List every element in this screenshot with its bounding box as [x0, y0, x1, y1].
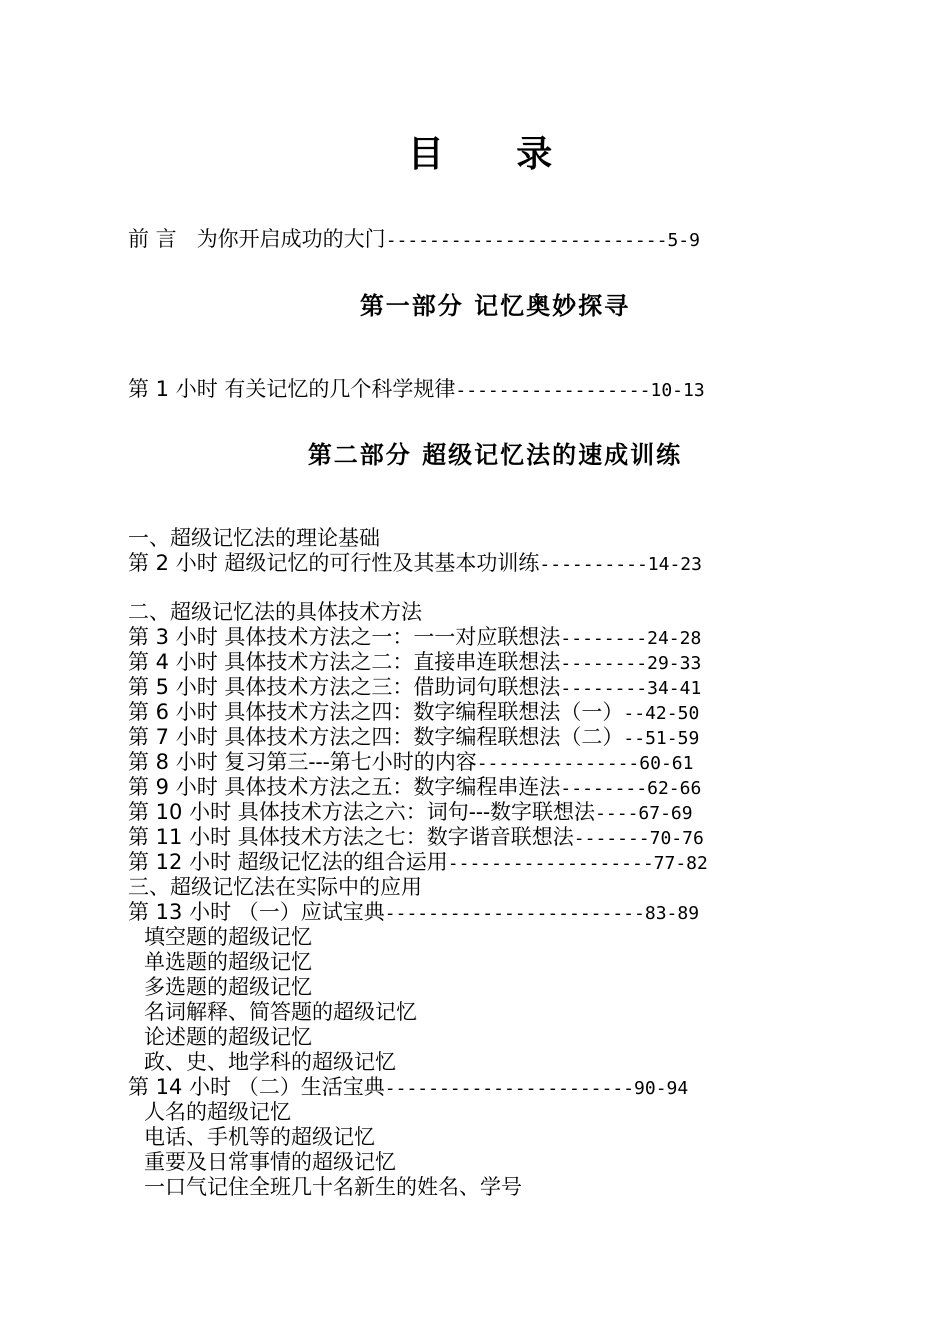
sub-item: 单选题的超级记忆 [144, 950, 312, 974]
hour-label: 第 13 小时 [128, 900, 232, 924]
leader-dots: -------- [560, 678, 648, 699]
entry-text: （一）应试宝典 [237, 900, 385, 924]
hour-label: 第 7 小时 [128, 725, 218, 749]
preface-text: 为你开启成功的大门 [196, 227, 386, 251]
hour-label: 第 12 小时 [128, 850, 232, 874]
hour-label: 第 9 小时 [128, 775, 218, 799]
page-range: 34-41 [647, 678, 702, 699]
page-range: 77-82 [653, 853, 708, 874]
page-range: 67-69 [638, 803, 693, 824]
sub-item: 名词解释、简答题的超级记忆 [144, 1000, 417, 1024]
preface-label: 前 言 [128, 227, 177, 251]
page-range: 90-94 [634, 1078, 689, 1099]
toc-entry-hour11 [128, 825, 704, 851]
hour-label: 第 11 小时 [128, 825, 232, 849]
hour-label: 第 14 小时 [128, 1075, 232, 1099]
toc-entry-hour5 [128, 675, 701, 701]
entry-text: （二）生活宝典 [237, 1075, 385, 1099]
section1-heading: 一、超级记忆法的理论基础 [128, 526, 380, 550]
sub-item: 重要及日常事情的超级记忆 [144, 1150, 396, 1174]
leader-dots: ------------------ [455, 380, 651, 401]
entry-text: 超级记忆的可行性及其基本功训练 [224, 551, 540, 575]
leader-dots: ------- [573, 828, 650, 849]
leader-dots: --------------- [476, 753, 640, 774]
leader-dots: -- [623, 728, 646, 749]
leader-dots: ---------- [539, 554, 648, 575]
toc-entry-hour1 [128, 377, 705, 403]
entry-text: 具体技术方法之五：数字编程串连法 [224, 775, 561, 799]
leader-dots: ------------------- [447, 853, 654, 874]
sub-item: 电话、手机等的超级记忆 [144, 1125, 375, 1149]
toc-entry-hour10 [128, 800, 693, 826]
hour-label: 第 8 小时 [128, 750, 218, 774]
page-range: 24-28 [647, 628, 702, 649]
page-range: 14-23 [647, 554, 702, 575]
entry-text: 有关记忆的几个科学规律 [224, 377, 456, 401]
hour-label: 第 3 小时 [128, 625, 218, 649]
entry-text: 超级记忆法的组合运用 [237, 850, 448, 874]
sub-item: 政、史、地学科的超级记忆 [144, 1050, 396, 1074]
leader-dots: -------------------------- [385, 230, 668, 251]
toc-preface [128, 227, 700, 253]
leader-dots: ------------------------ [384, 903, 645, 924]
page-range: 29-33 [647, 653, 702, 674]
leader-dots: -------- [560, 628, 648, 649]
page-title: 目 录 [407, 134, 583, 175]
toc-entry-hour6 [128, 700, 699, 726]
toc-entry-hour14 [128, 1075, 688, 1101]
page-range: 51-59 [645, 728, 700, 749]
entry-text: 具体技术方法之四：数字编程联想法（一） [224, 700, 624, 724]
page-range: 5-9 [667, 230, 700, 251]
page-range: 70-76 [649, 828, 704, 849]
page-range: 83-89 [644, 903, 700, 924]
leader-dots: ---- [595, 803, 639, 824]
entry-text: 具体技术方法之七：数字谐音联想法 [237, 825, 574, 849]
toc-entry-hour2 [128, 551, 702, 577]
page-range: 10-13 [650, 380, 705, 401]
hour-label: 第 1 小时 [128, 377, 218, 401]
hour-label: 第 4 小时 [128, 650, 218, 674]
page-range: 62-66 [647, 778, 702, 799]
sub-item: 一口气记住全班几十名新生的姓名、学号 [144, 1175, 522, 1199]
toc-entry-hour4 [128, 650, 701, 676]
entry-text: 具体技术方法之二：直接串连联想法 [224, 650, 561, 674]
hour-label: 第 10 小时 [128, 800, 232, 824]
leader-dots: ----------------------- [384, 1078, 635, 1099]
entry-text: 具体技术方法之六：词句---数字联想法 [237, 800, 596, 824]
entry-text: 具体技术方法之三：借助词句联想法 [224, 675, 561, 699]
toc-entry-hour12 [128, 850, 708, 876]
toc-entry-hour13 [128, 900, 699, 926]
entry-text: 具体技术方法之一：一一对应联想法 [224, 625, 561, 649]
leader-dots: -------- [560, 653, 648, 674]
leader-dots: -------- [560, 778, 648, 799]
toc-entry-hour3 [128, 625, 701, 651]
hour-label: 第 6 小时 [128, 700, 218, 724]
part2-heading: 第二部分 超级记忆法的速成训练 [307, 441, 683, 469]
sub-item: 多选题的超级记忆 [144, 975, 312, 999]
toc-entry-hour8 [128, 750, 693, 776]
section3-heading: 三、超级记忆法在实际中的应用 [128, 875, 422, 899]
entry-text: 复习第三---第七小时的内容 [224, 750, 477, 774]
page-range: 60-61 [639, 753, 694, 774]
page-range: 42-50 [645, 703, 700, 724]
toc-entry-hour9 [128, 775, 701, 801]
leader-dots: -- [623, 703, 646, 724]
hour-label: 第 5 小时 [128, 675, 218, 699]
entry-text: 具体技术方法之四：数字编程联想法（二） [224, 725, 624, 749]
hour-label: 第 2 小时 [128, 551, 218, 575]
toc-entry-hour7 [128, 725, 699, 751]
section2-heading: 二、超级记忆法的具体技术方法 [128, 600, 422, 624]
sub-item: 填空题的超级记忆 [144, 925, 312, 949]
sub-item: 人名的超级记忆 [144, 1100, 291, 1124]
sub-item: 论述题的超级记忆 [144, 1025, 312, 1049]
part1-heading: 第一部分 记忆奥妙探寻 [359, 292, 631, 320]
